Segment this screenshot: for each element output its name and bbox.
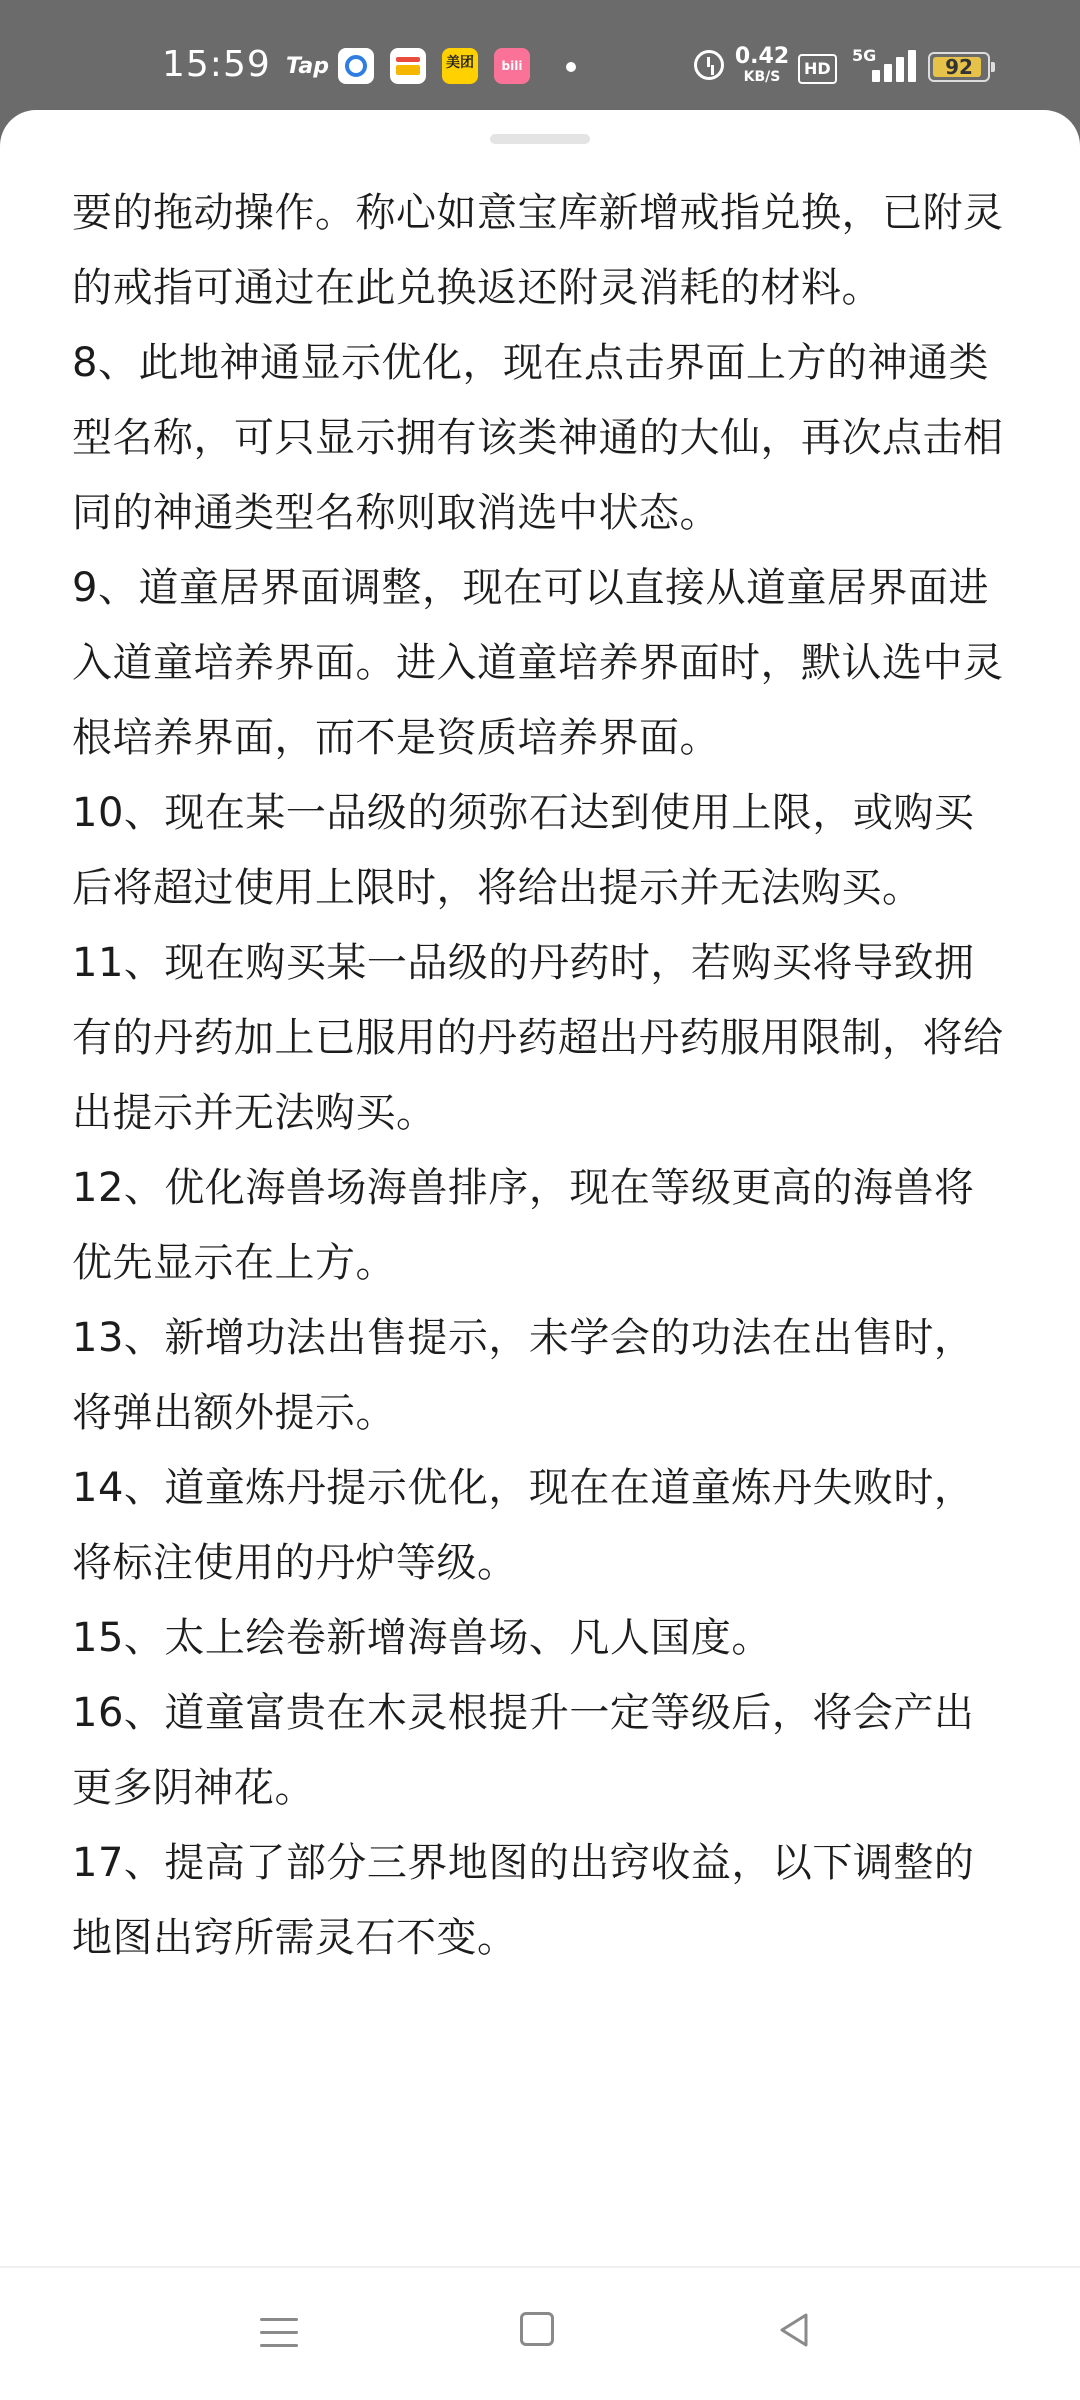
article-paragraph: 10、现在某一品级的须弥石达到使用上限，或购买后将超过使用上限时，将给出提示并无法购买。 [72,790,975,911]
tap-icon: Tap [286,54,329,79]
wallet-icon [390,48,426,84]
network-speed-unit: KB/S [743,69,781,85]
network-type: 5G [852,46,877,65]
article-paragraph: 15、太上绘卷新增海兽场、凡人国度。 [72,1615,772,1661]
network-speed [734,46,790,84]
article-paragraph: 要的拖动操作。称心如意宝库新增戒指兑换，已附灵的戒指可通过在此兑换返还附灵消耗的材料。 [72,190,1004,311]
signal-icon [868,50,914,82]
battery-icon [928,52,990,82]
article-paragraph: 8、此地神通显示优化，现在点击界面上方的神通类型名称，可只显示拥有该类神通的大仙，再次点击相同的神通类型名称则取消选中状态。 [72,340,1004,536]
status-bar [0,0,1080,110]
article-content [72,176,1012,1976]
alarm-icon [694,50,724,80]
article-paragraph: 14、道童炼丹提示优化，现在在道童炼丹失败时，将标注使用的丹炉等级。 [72,1465,975,1586]
article-paragraph: 16、道童富贵在木灵根提升一定等级后，将会产出更多阴神花。 [72,1690,975,1811]
article-paragraph: 13、新增功法出售提示，未学会的功法在出售时，将弹出额外提示。 [72,1315,975,1436]
article-paragraph: 12、优化海兽场海兽排序，现在等级更高的海兽将优先显示在上方。 [72,1165,975,1286]
network-speed-value: 0.42 [734,44,790,69]
navigation-bar [0,2266,1080,2400]
browser-icon [338,48,374,84]
article-paragraph: 17、提高了部分三界地图的出窍收益，以下调整的地图出窍所需灵石不变。 [72,1840,975,1961]
sheet-drag-handle[interactable] [490,134,590,144]
article-paragraph: 11、现在购买某一品级的丹药时，若购买将导致拥有的丹药加上已服用的丹药超出丹药服用限制，将给出提示并无法购买。 [72,940,1004,1136]
back-icon[interactable] [774,2310,814,2350]
article-paragraph: 9、道童居界面调整，现在可以直接从道童居界面进入道童培养界面。进入道童培养界面时，默认选中灵根培养界面，而不是资质培养界面。 [72,565,1004,761]
battery-level: 92 [945,55,973,79]
bilibili-icon: bili [494,48,530,84]
menu-icon[interactable] [260,2314,300,2350]
hd-icon: HD [798,54,837,84]
status-time: 15:59 [162,44,271,85]
meituan-icon: 美团 [442,48,478,84]
home-icon[interactable] [520,2312,554,2346]
content-sheet[interactable] [0,110,1080,2400]
notification-dot-icon [566,62,576,72]
